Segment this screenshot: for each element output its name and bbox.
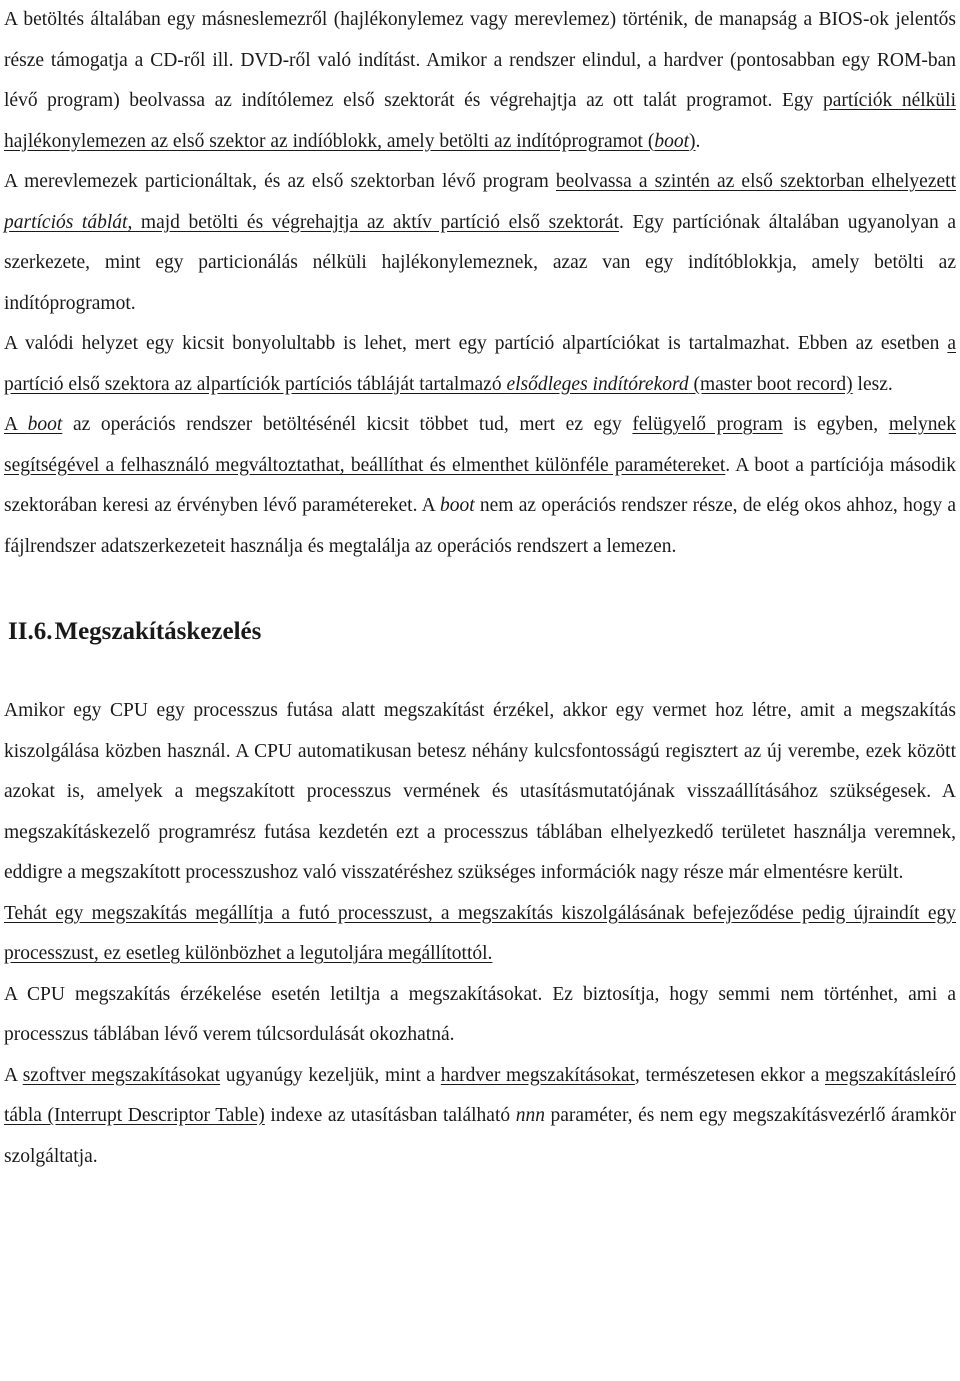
section-number: II.6. (8, 618, 53, 645)
paragraph-interrupt-stops (4, 894, 956, 975)
text-run: boot (654, 130, 689, 152)
paragraph-boot-program (4, 405, 956, 567)
paragraph-interrupt-intro (4, 691, 956, 894)
text-run: indexe az utasításban található (264, 1105, 516, 1126)
text-run: partíciós táblát (4, 211, 128, 233)
section-title: Megszakításkezelés (54, 618, 262, 645)
text-run: boot (27, 414, 63, 435)
text-run: lesz. (852, 373, 893, 395)
text-run: ) (689, 130, 696, 152)
text-run: A (4, 1064, 23, 1086)
text-run: melynek segítségével a felhasználó megváltoztathat, beállíthat és elmenthet különféle paramétereket (4, 414, 956, 476)
section-heading (4, 615, 956, 649)
text-run: szoftver megszakításokat (22, 1064, 221, 1086)
text-run: . (695, 130, 701, 152)
paragraph-boot-intro (4, 0, 956, 162)
text-run: A valódi helyzet egy kicsit bonyolultabb is lehet, mert egy partíció alpartíciókat is tartalmazhat. Ebben az esetben (4, 333, 948, 354)
paragraphs-before-section (4, 0, 956, 567)
paragraph-software-interrupts (4, 1056, 956, 1178)
text-run: felügyelő program (632, 414, 783, 435)
text-run: ugyanúgy kezeljük, mint a (220, 1064, 441, 1086)
text-run: , természetesen ekkor a (634, 1064, 825, 1086)
text-run: nnn (515, 1105, 545, 1126)
text-run: beolvassa a szintén az első szektorban elhelyezett (555, 171, 956, 192)
text-run: partíciók nélküli hajlékonylemezen az első szektor az indíóblokk, amely betölti az indítóprogramot ( (4, 90, 956, 152)
text-run: az operációs rendszer betöltésénél kicsit többet tud, mert ez egy (62, 414, 633, 435)
text-run: elsődleges indítórekord (506, 373, 689, 395)
text-run: A CPU megszakítás érzékelése esetén letiltja a megszakításokat. Ez biztosítja, hogy semmi nem történhet, ami a processzus táblában lévő verem túlcsordulását okozhatná. (4, 983, 956, 1045)
text-run: paraméter, és nem egy megszakításvezérlő áramkör szolgáltatja. (4, 1105, 956, 1167)
text-run: Amikor egy CPU egy processzus futása alatt megszakítást érzékel, akkor egy vermet hoz létre, amit a megszakítás kiszolgálása közben használ. A CPU automatikusan betesz néhány kulcsfontosságú regisztert az új verembe, ezek között azokat is, amelyek a megszakított processzus vermének és utasításmutatójának visszaállításához szükségesek. A megszakításkezelő programrész futása kezdetén ezt a processzus táblában elhelyezkedő területet használja veremnek, eddigre a megszakított processzushoz való visszatéréshez szükséges információk nagy része már elmentésre került. (4, 700, 956, 883)
text-run: A merevlemezek particionáltak, és az első szektorban lévő program (4, 171, 556, 192)
text-run: , majd betölti és végrehajtja az aktív partíció első szektorát (127, 211, 619, 233)
text-run: Tehát egy megszakítás megállítja a futó processzust, a megszakítás kiszolgálásának befejeződése pedig újraindít egy processzust, ez esetleg különbözhet a legutoljára megállítottól. (4, 902, 956, 964)
text-run: megszakításleíró tábla (Interrupt Descriptor Table) (4, 1064, 956, 1126)
text-run: a partíció első szektora az alpartíciók partíciós tábláját tartalmazó (4, 333, 956, 395)
text-run: . A boot a partíciója második szektorában keresi az érvényben lévő paramétereket. A (4, 454, 956, 516)
paragraph-sub-partitions (4, 324, 956, 405)
text-run: . Egy partíciónak általában ugyanolyan a szerkezete, mint egy particionálás nélküli hajlékonylemeznek, azaz van egy indítóblokkja, amely betölti az indítóprogramot. (4, 211, 956, 314)
text-run: nem az operációs rendszer része, de elég okos ahhoz, hogy a fájlrendszer adatszerkezeteit használja és megtalálja az operációs rendszert a lemezen. (4, 495, 957, 557)
text-run: hardver megszakításokat (440, 1064, 635, 1086)
text-run: (master boot record) (688, 373, 853, 395)
paragraph-interrupt-disable (4, 975, 956, 1056)
paragraphs-after-section (4, 691, 956, 1177)
text-run: boot (439, 495, 475, 516)
text-run: is egyben, (782, 414, 889, 435)
text-run: A (4, 414, 28, 435)
paragraph-partitioned-disks (4, 162, 956, 324)
text-run: A betöltés általában egy másneslemezről (hajlékonylemez vagy merevlemez) történik, de manapság a BIOS-ok jelentős része támogatja a CD-ről ill. DVD-ről való indítást. Amikor a rendszer elindul, a hardver (pontosabban egy ROM-ban lévő program) beolvassa az indítólemez első szektorát és végrehajtja az ott talát programot. Egy (4, 9, 956, 111)
